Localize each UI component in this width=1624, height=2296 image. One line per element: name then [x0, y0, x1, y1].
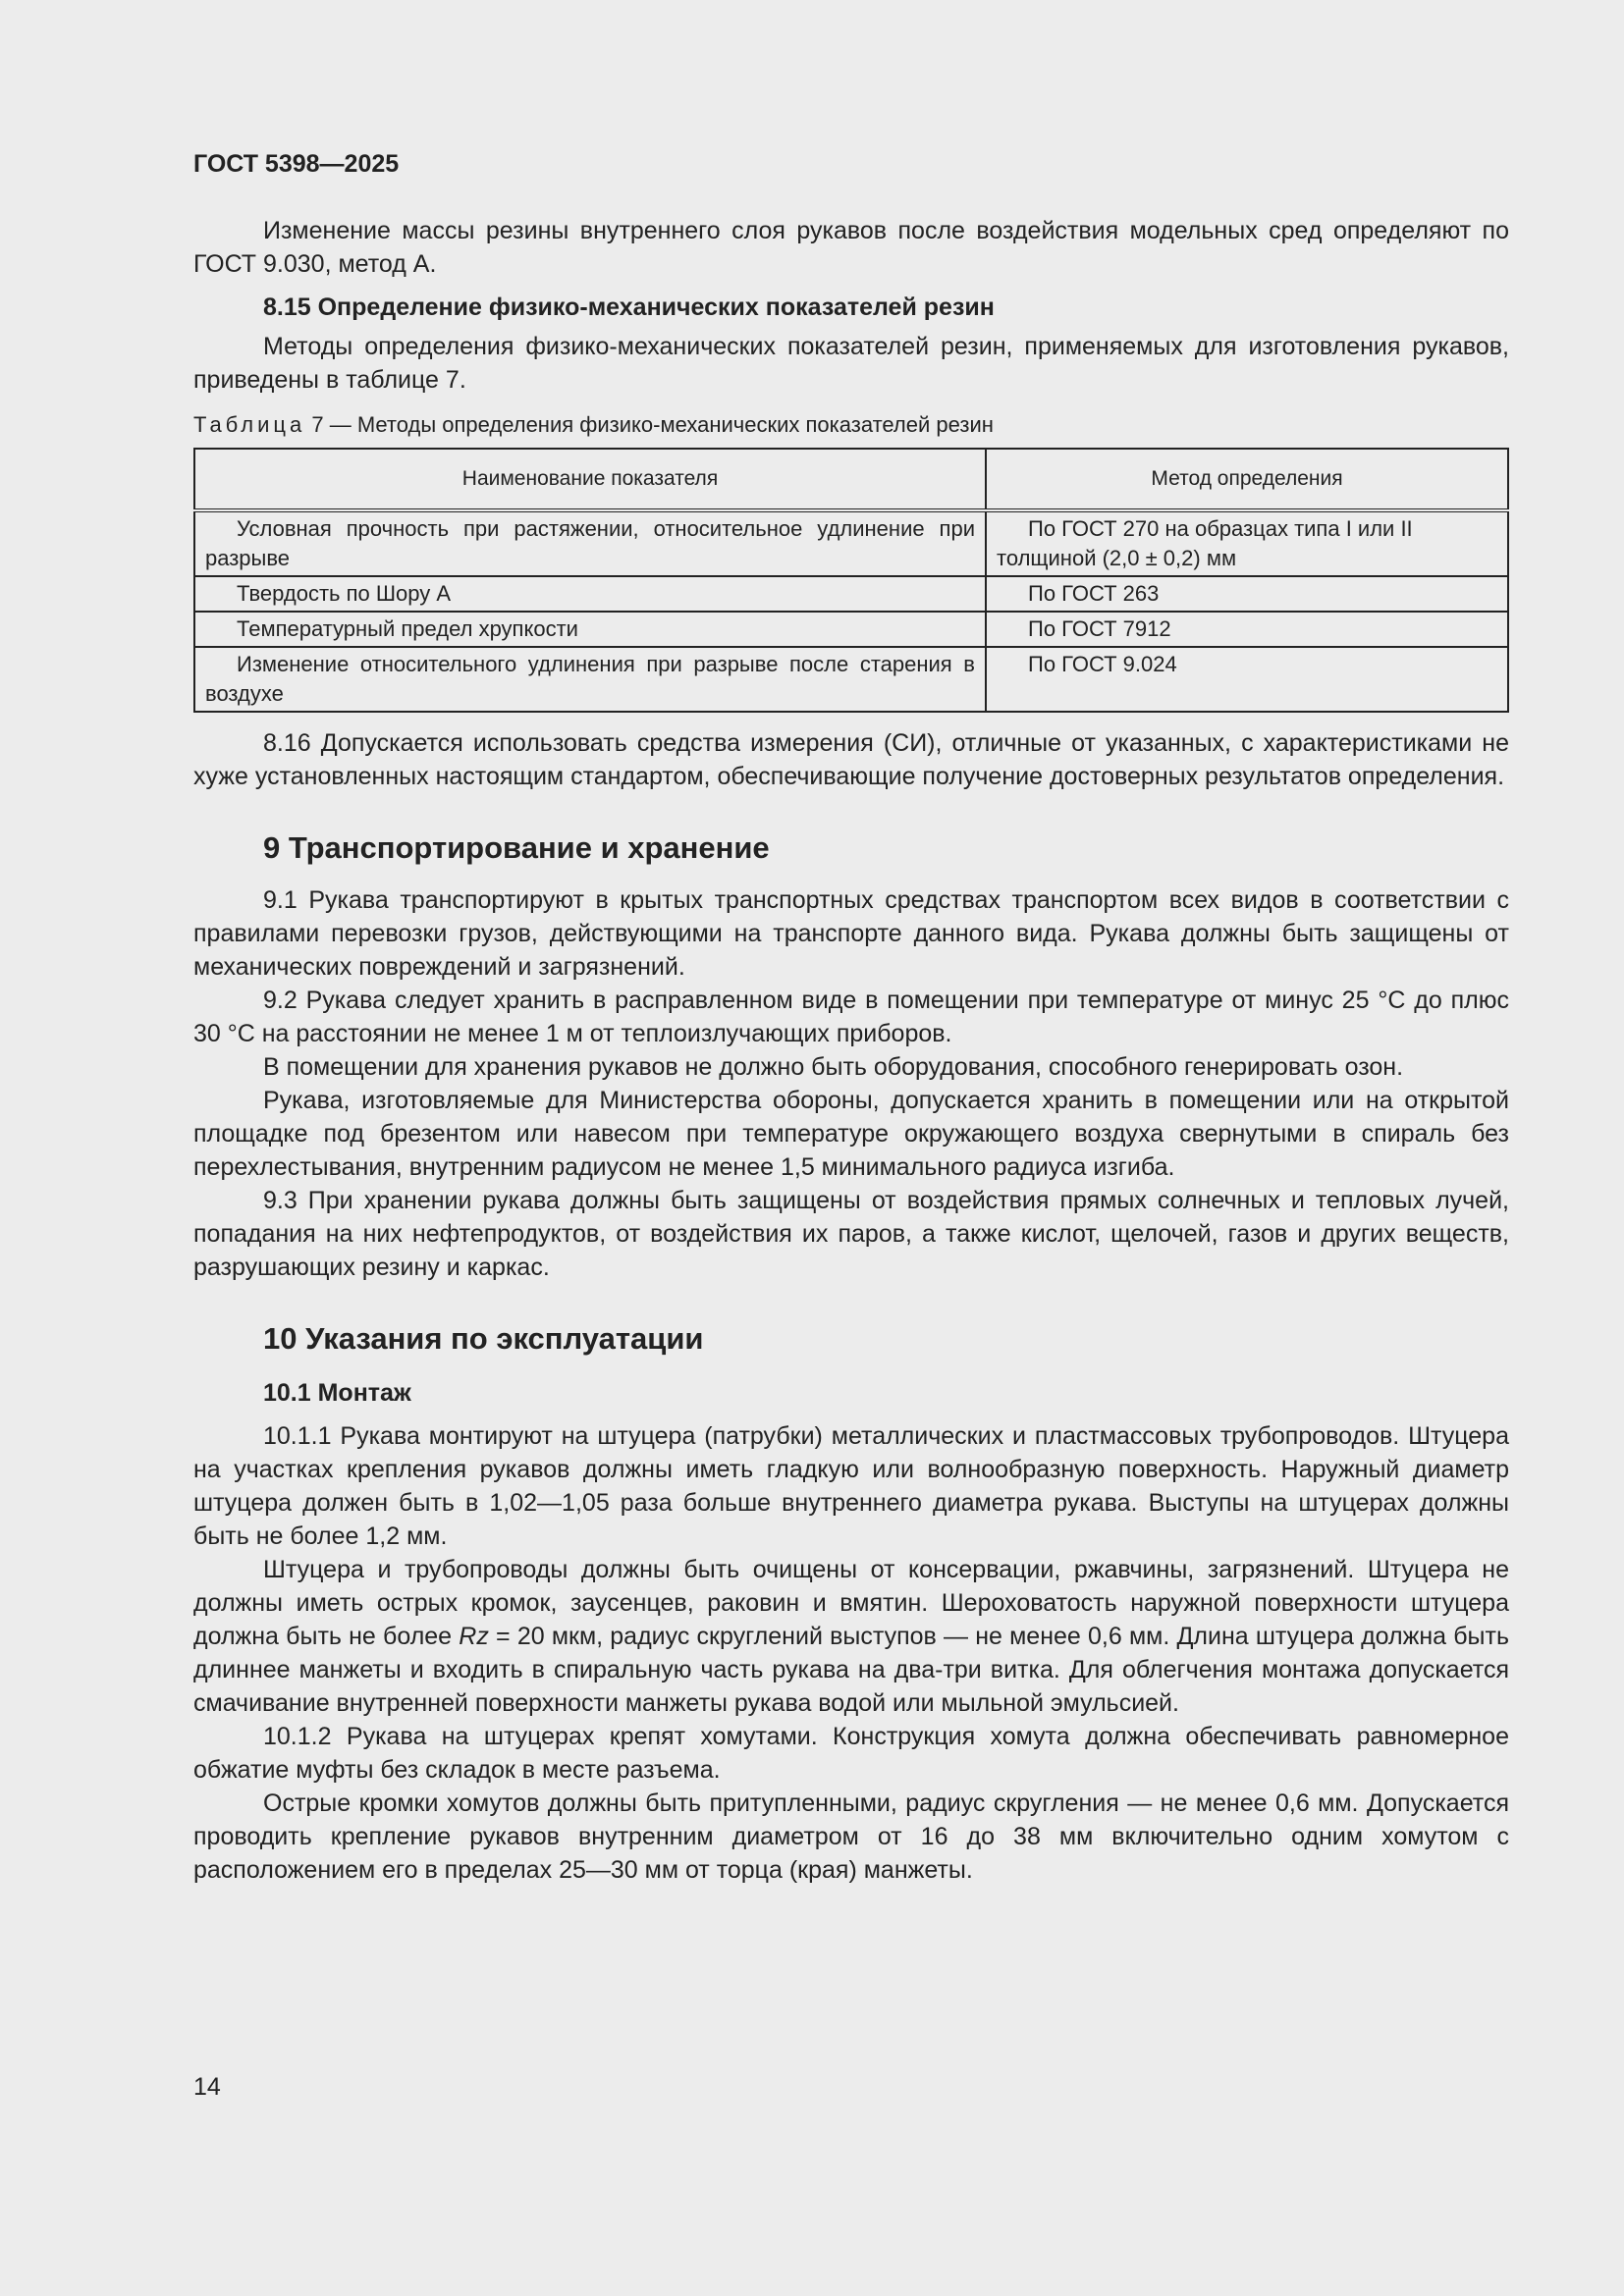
paragraph-mass-change: Изменение массы резины внутреннего слоя рукавов после воздействия модельных сред определяют по ГОСТ 9.030, метод А.	[193, 217, 1509, 278]
paragraph-10-1-1: 10.1.1 Рукава монтируют на штуцера (патрубки) металлических и пластмассовых трубопроводов. Штуцера на участках крепления рукавов должны иметь гладкую или волнообразную поверхность. Наружный диаметр штуцера должен быть в 1,02—1,05 раза больше внутреннего диаметра рукава. Выступы на штуцерах должны быть не более 1,2 мм.	[193, 1422, 1509, 1550]
table-header-indicator: Наименование показателя	[194, 449, 986, 510]
table-cell-method: По ГОСТ 9.024	[986, 647, 1508, 712]
paragraph-10-1-2: 10.1.2 Рукава на штуцерах крепят хомутами. Конструкция хомута должна обеспечивать равномерное обжатие муфты без складок в месте разъема.	[193, 1723, 1509, 1784]
table-caption-title: 7 — Методы определения физико-механических показателей резин	[305, 412, 994, 437]
table-cell-indicator: Твердость по Шору А	[194, 576, 986, 612]
table-7-caption	[193, 410, 1509, 440]
paragraph-8-16: 8.16 Допускается использовать средства измерения (СИ), отличные от указанных, с характеристиками не хуже установленных настоящим стандартом, обеспечивающие получение достоверных результатов определения.	[193, 729, 1509, 790]
table-cell-method: По ГОСТ 263	[986, 576, 1508, 612]
page-content	[193, 149, 1509, 1887]
paragraph-10-1-2-clamps: Острые кромки хомутов должны быть притупленными, радиус скругления — не менее 0,6 мм. Допускается проводить крепление рукавов внутренним диаметром от 16 до 38 мм включительно одним хомутом с расположением его в пределах 25—30 мм от торца (края) манжеты.	[193, 1789, 1509, 1884]
table-cell-method: По ГОСТ 7912	[986, 612, 1508, 647]
section-10-heading: 10 Указания по эксплуатации	[263, 1321, 704, 1356]
paragraph-8-15: Методы определения физико-механических показателей резин, применяемых для изготовления рукавов, приведены в таблице 7.	[193, 333, 1509, 394]
table-header-row	[194, 449, 1508, 510]
paragraph-9-2-defense: Рукава, изготовляемые для Министерства обороны, допускается хранить в помещении или на открытой площадке под брезентом или навесом при температуре окружающего воздуха свернутыми в спираль без перехлестывания, внутренним радиусом не менее 1,5 минимального радиуса изгиба.	[193, 1087, 1509, 1181]
table-caption-label: Таблица	[193, 412, 306, 437]
table-7	[193, 448, 1509, 713]
table-row	[194, 612, 1508, 647]
table-row	[194, 576, 1508, 612]
table-cell-indicator: Температурный предел хрупкости	[194, 612, 986, 647]
page-number: 14	[193, 2073, 221, 2101]
table-cell-method: По ГОСТ 270 на образцах типа I или II толщиной (2,0 ± 0,2) мм	[986, 510, 1508, 576]
table-cell-indicator: Условная прочность при растяжении, относительное удлинение при разрыве	[194, 510, 986, 576]
section-9-heading: 9 Транспортирование и хранение	[263, 830, 770, 865]
table-cell-indicator: Изменение относительного удлинения при разрыве после старения в воздухе	[194, 647, 986, 712]
roughness-symbol: Rz	[459, 1623, 489, 1650]
paragraph-9-3: 9.3 При хранении рукава должны быть защищены от воздействия прямых солнечных и тепловых лучей, попадания на них нефтепродуктов, от воздействия их паров, а также кислот, щелочей, газов и других веществ, разрушающих резину и каркас.	[193, 1187, 1509, 1281]
heading-8-15: 8.15 Определение физико-механических показателей резин	[263, 294, 995, 321]
paragraph-9-2-ozone: В помещении для хранения рукавов не должно быть оборудования, способного генерировать озон.	[263, 1053, 1404, 1081]
paragraph-9-2: 9.2 Рукава следует хранить в расправленном виде в помещении при температуре от минус 25 °С до плюс 30 °С на расстоянии не менее 1 м от теплоизлучающих приборов.	[193, 987, 1509, 1047]
heading-10-1: 10.1 Монтаж	[263, 1379, 411, 1407]
document-id: ГОСТ 5398—2025	[193, 150, 400, 178]
table-row	[194, 647, 1508, 712]
paragraph-9-1: 9.1 Рукава транспортируют в крытых транспортных средствах транспортом всех видов в соответствии с правилами перевозки грузов, действующими на транспорте данного вида. Рукава должны быть защищены от механических повреждений и загрязнений.	[193, 886, 1509, 981]
table-row	[194, 510, 1508, 576]
paragraph-10-1-1-fittings: Штуцера и трубопроводы должны быть очищены от консервации, ржавчины, загрязнений. Штуцера не должны иметь острых кромок, заусенцев, раковин и вмятин. Шероховатость наружной поверхности штуцера должна быть не более Rz = 20 мкм, радиус скруглений выступов — не менее 0,6 мм. Длина штуцера должна быть длиннее манжеты и входить в спиральную часть рукава на два-три витка. Для облегчения монтажа допускается смачивание внутренней поверхности манжеты рукава водой или мыльной эмульсией.	[193, 1556, 1509, 1717]
table-header-method: Метод определения	[986, 449, 1508, 510]
